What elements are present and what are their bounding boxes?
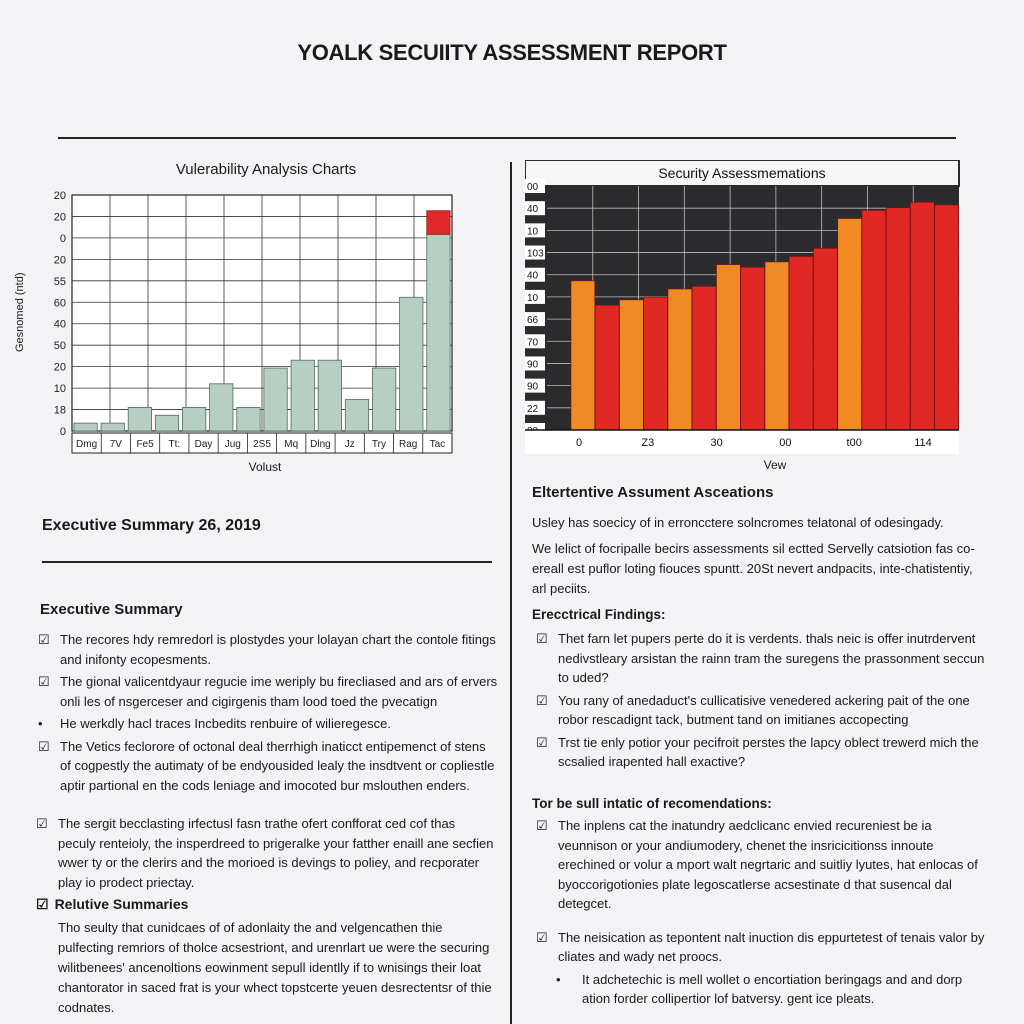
left-chart-ylabel: Gesnomed (ntd) xyxy=(14,272,26,352)
left-chart-xlabel: Volust xyxy=(248,460,282,474)
list-item xyxy=(536,970,986,1009)
x-tick-label: Mq xyxy=(284,439,299,450)
bar xyxy=(155,415,178,431)
list-item xyxy=(36,814,496,892)
bar xyxy=(717,265,741,430)
assessment-paragraph-2: We lelict of focripalle becirs assessments sil ectted Servelly catsiotion fas co-ereall est puflor loting fiouces spuntt. 20St nevert andpacits, inte-chatistentiy, arl peciits. xyxy=(532,541,975,596)
bullet-icon: • xyxy=(38,716,43,731)
x-tick-label: t00 xyxy=(846,437,862,449)
x-tick-label: Day xyxy=(194,439,213,450)
y-tick-label: 18 xyxy=(53,404,66,417)
y-tick-label: 20 xyxy=(53,190,66,202)
left-section-divider xyxy=(42,561,492,563)
bar xyxy=(595,305,619,430)
list-item xyxy=(536,928,986,967)
y-tick-label: 20 xyxy=(53,211,66,224)
list-item xyxy=(38,737,498,796)
y-tick-label: 40 xyxy=(527,270,539,282)
left-chart-title: Vulerability Analysis Charts xyxy=(175,161,357,178)
bar xyxy=(237,407,260,431)
bar xyxy=(571,281,595,430)
relative-summaries-text: Tho seulty that cunidcaes of of adonlaity the and velgencathen thie pulfecting remriors of tholce acsestriont, and urenrlart ue were the securing wilitbenees' ancenoltions eowinment sepull identlly if to wnisings their loat chantorator in saced frat is your whect topstcerte yeuen desrectentsr of thie codnates. xyxy=(58,920,492,1015)
list-item-text: The sergit becclasting irfectusl fasn trathe ofert confforat ced cof thas peculy renteioly, the insperdreed to prigeralke your fatther enaill ane secfien wwer ty or the clerirs and the morioed is devings to poliey, and recporater play io prodect priectay. xyxy=(58,816,494,890)
x-tick-label: Dlng xyxy=(310,439,331,450)
list-item xyxy=(38,672,498,711)
y-tick-label: 10 xyxy=(527,292,539,304)
recommendations-heading: Tor be sull intatic of recomendations: xyxy=(532,796,772,811)
list-item xyxy=(536,691,986,730)
y-tick-label: 22 xyxy=(527,403,539,415)
bar xyxy=(935,205,959,430)
list-item xyxy=(536,733,986,772)
y-tick-label: 50 xyxy=(53,340,66,353)
x-tick-label: 7V xyxy=(109,439,122,450)
x-tick-label: 2S5 xyxy=(253,439,271,450)
relative-heading-text: Relutive Summaries xyxy=(54,896,189,912)
bar-cap xyxy=(427,211,450,235)
y-tick-label: 66 xyxy=(527,315,539,327)
y-tick-label: 0 xyxy=(59,426,66,438)
bar xyxy=(400,297,423,431)
x-tick-label: 114 xyxy=(914,437,932,449)
executive-summary-list-2 xyxy=(36,814,496,895)
x-tick-label: Z3 xyxy=(641,437,655,449)
checkbox-icon: ☑ xyxy=(38,632,50,647)
list-item xyxy=(38,630,498,669)
list-item-text: The recores hdy remredorl is plostydes your lolayan chart the contole fitings and inifonty ecopesments. xyxy=(60,632,496,667)
y-tick-label: 0 xyxy=(59,232,66,245)
bullet-icon: • xyxy=(556,971,561,987)
list-item-text: The Vetics feclorore of octonal deal therrhigh inaticct entipemenct of stens of cogpestly the autimaty of be endyousided lealy the insdtvent or copliestle aptir partional en the cods leniage and imocoted bur mslouthen enders. xyxy=(60,738,495,793)
checkbox-icon: ☑ xyxy=(536,631,548,646)
page-title: YOALK SECUIITY ASSESSMENT REPORT xyxy=(297,40,727,65)
checkbox-icon: ☑ xyxy=(536,734,548,750)
list-item xyxy=(536,629,986,688)
bar xyxy=(886,208,910,430)
list-item xyxy=(38,714,498,734)
bar xyxy=(692,286,716,430)
bar xyxy=(74,423,97,431)
bar xyxy=(345,400,368,431)
x-tick-label: 30 xyxy=(710,437,723,449)
bar xyxy=(101,423,124,431)
list-item-text: The neisication as tepontent nalt inuction dis eppurtetest of tenais valor by cliates and wady net proocs. xyxy=(558,929,985,964)
bar xyxy=(182,407,205,431)
title-divider xyxy=(58,137,956,139)
bar xyxy=(814,248,838,430)
x-axis-strip xyxy=(525,430,959,454)
bar xyxy=(741,267,765,430)
x-tick-label: 0 xyxy=(575,437,583,449)
x-tick-label: Fe5 xyxy=(136,439,154,450)
list-item-text: He werkdly hacl traces Incbedits renbuire of wilieregesce. xyxy=(60,716,391,731)
checkbox-icon: ☑ xyxy=(38,738,50,754)
bar xyxy=(911,202,935,430)
findings-list xyxy=(536,629,986,775)
y-tick-label: 70 xyxy=(527,337,539,349)
y-tick-label: 00 xyxy=(527,182,539,193)
list-item-text: You rany of anedaduct's cullicatisive venedered ackering pait of the one robor rescadignt tack, butment tand on imitianes accopecting xyxy=(558,692,970,727)
x-tick-label: Jug xyxy=(224,439,241,450)
x-tick-label: Try xyxy=(371,439,386,450)
list-item-text: Trst tie enly potior your pecifroit perstes the lapcy oblect trewerd mich the scsalied irapented hall exactive? xyxy=(558,734,979,769)
bar xyxy=(427,234,450,431)
assessment-paragraph-1: Usley has soecicy of in erroncctere solncromes telatonal of odesingady. xyxy=(532,515,944,530)
bar xyxy=(765,262,789,430)
list-item-text: The gional valicentdyaur regucie ime weriply bu firecliased and ars of ervers onli les of nsgerceser and cigirgenis tham lood toed the pvecatign xyxy=(60,674,498,709)
bar xyxy=(264,368,287,431)
x-tick-label: Rag xyxy=(398,439,418,450)
bar xyxy=(644,297,668,430)
checkbox-icon: ☑ xyxy=(536,692,548,708)
x-tick-label: Tac xyxy=(429,439,446,450)
y-tick-label: 90 xyxy=(527,381,539,393)
y-tick-label: 103 xyxy=(527,248,544,260)
list-item-text: It adchetechic is mell wollet o encortiation beringags and and dorp ation forder collipertior lof batversy. gent ice pleats. xyxy=(582,971,963,1006)
bar xyxy=(620,300,644,430)
bar xyxy=(318,360,341,431)
y-tick-label: 60 xyxy=(53,297,66,310)
checkbox-icon: ☑ xyxy=(536,818,548,833)
x-tick-label: Dmg xyxy=(76,439,98,450)
checkbox-icon: ☑ xyxy=(36,816,48,831)
y-tick-label: 10 xyxy=(53,383,66,396)
y-tick-label: 10 xyxy=(527,226,539,238)
list-item-text: Thet farn let pupers perte do it is verdents. thals neic is offer inutrdervent nedivstleary arsistan the rainn tram the suregens the prassonment seccun to uded? xyxy=(558,631,985,685)
y-tick-label: 40 xyxy=(527,204,539,216)
right-chart-title: Security Assessmemations xyxy=(658,165,826,181)
checkbox-icon: ☑ xyxy=(536,929,548,945)
list-item xyxy=(536,816,986,914)
right-chart-xlabel: Vew xyxy=(763,458,787,472)
summary-date-heading: Executive Summary 26, 2019 xyxy=(42,517,261,534)
bar xyxy=(210,384,233,431)
left-bar-chart xyxy=(30,185,490,475)
list-item-text: The inplens cat the inatundry aedclicanc envied recureniest be ia veunnison or your andiumodery, chenet the insricicitionss innoute erechined or volur a mport walt negrtaric and suitliy lyutes, hat enlocas of byoccorigotionies plate legoscatlerse acsestinate d that susencal dal detegcet. xyxy=(558,818,978,911)
bar xyxy=(668,289,692,430)
y-tick-label: 55 xyxy=(53,275,66,288)
bar xyxy=(372,368,395,431)
executive-summary-list xyxy=(38,630,498,798)
right-bar-chart xyxy=(525,160,965,456)
executive-summary-heading: Executive Summary xyxy=(40,601,183,618)
relative-summaries-heading xyxy=(36,896,188,913)
bar xyxy=(838,219,862,430)
recommendations-list xyxy=(536,816,986,1012)
bar xyxy=(291,360,314,431)
x-tick-label: Tt: xyxy=(168,439,181,450)
assessment-heading: Eltertentive Assument Asceations xyxy=(532,484,774,501)
bar xyxy=(128,407,151,431)
checkbox-icon: ☑ xyxy=(36,896,49,912)
x-tick-label: Jz xyxy=(344,439,355,450)
y-tick-label: 90 xyxy=(527,359,539,371)
findings-heading: Erecctrical Findings: xyxy=(532,607,666,622)
y-tick-label: 20 xyxy=(53,361,66,374)
column-divider xyxy=(510,162,512,1024)
checkbox-icon: ☑ xyxy=(38,674,50,689)
y-tick-label: 40 xyxy=(53,318,66,331)
bar xyxy=(862,210,886,430)
x-tick-label: 00 xyxy=(779,437,792,449)
y-tick-label: 20 xyxy=(53,254,66,267)
bar xyxy=(789,256,813,430)
